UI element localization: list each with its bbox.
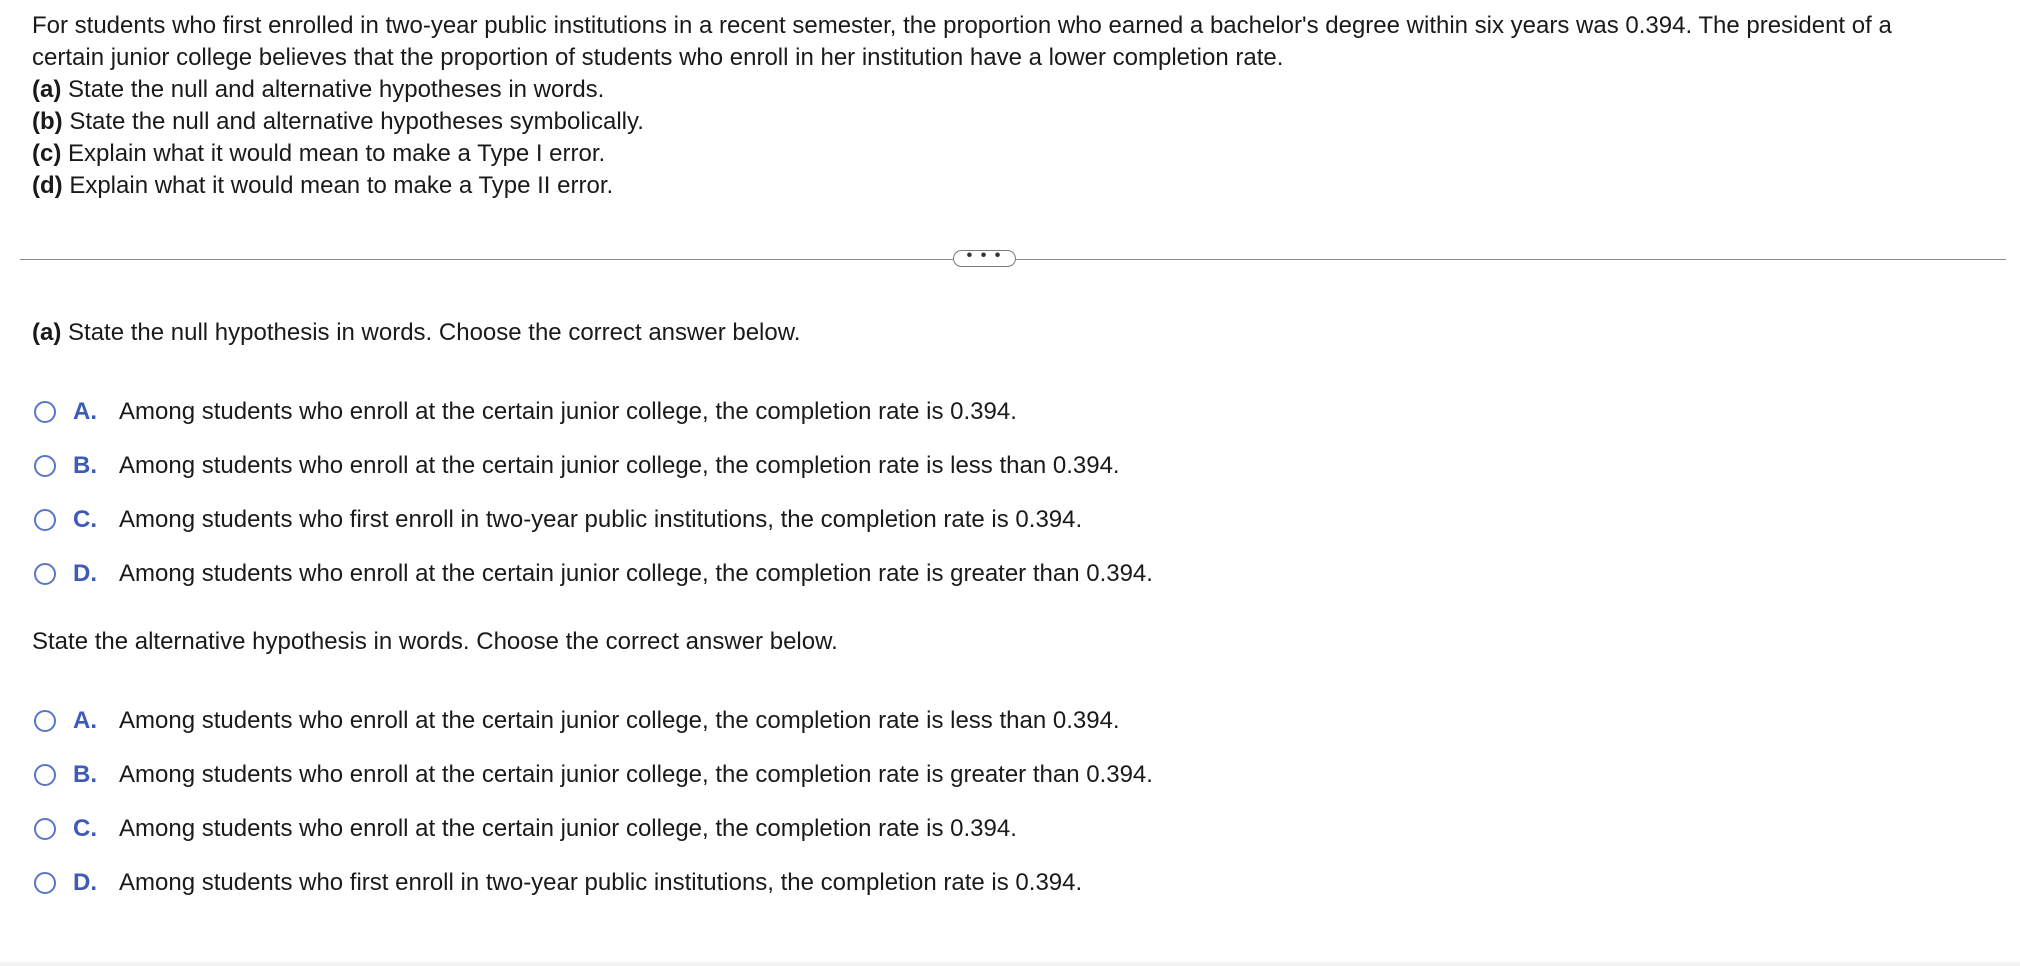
problem-statement xyxy=(32,10,1962,202)
option-text: Among students who enroll at the certain junior college, the completion rate is less than 0.394. xyxy=(119,707,1120,734)
problem-intro: For students who first enrolled in two-year public institutions in a recent semester, the proportion who earned a bachelor's degree within six years was 0.394. The president of a certain junior college believes that the proportion of students who enroll in her institution have a lower completion rate. xyxy=(32,12,1892,71)
expand-collapse-button[interactable] xyxy=(953,246,1016,267)
part-label: (a) xyxy=(32,76,62,103)
option-text: Among students who enroll at the certain junior college, the completion rate is 0.394. xyxy=(119,815,1017,842)
radio-button[interactable] xyxy=(34,509,56,531)
option-text: Among students who first enroll in two-year public institutions, the completion rate is 0.394. xyxy=(119,506,1083,533)
option-text: Among students who enroll at the certain junior college, the completion rate is 0.394. xyxy=(119,398,1017,425)
option-letter: C. xyxy=(73,815,97,842)
part-c xyxy=(32,138,1962,170)
radio-button[interactable] xyxy=(34,710,56,732)
part-text: Explain what it would mean to make a Type II error. xyxy=(69,172,614,199)
part-text: Explain what it would mean to make a Type I error. xyxy=(68,140,606,167)
null-option-b[interactable] xyxy=(34,439,1153,493)
part-text: State the null and alternative hypotheses symbolically. xyxy=(69,108,644,135)
alternative-hypothesis-options xyxy=(34,694,1153,910)
alt-option-d[interactable] xyxy=(34,856,1153,910)
question2-prompt xyxy=(32,626,838,658)
option-letter: A. xyxy=(73,398,97,425)
alt-option-b[interactable] xyxy=(34,748,1153,802)
option-text: Among students who enroll at the certain junior college, the completion rate is greater than 0.394. xyxy=(119,560,1153,587)
radio-button[interactable] xyxy=(34,764,56,786)
option-letter: B. xyxy=(73,761,97,788)
radio-button[interactable] xyxy=(34,455,56,477)
part-label: (b) xyxy=(32,108,63,135)
part-b xyxy=(32,106,1962,138)
option-letter: D. xyxy=(73,869,97,896)
null-hypothesis-options xyxy=(34,385,1153,601)
alt-option-a[interactable] xyxy=(34,694,1153,748)
part-a xyxy=(32,74,1962,106)
radio-button[interactable] xyxy=(34,563,56,585)
part-text: State the null and alternative hypotheses in words. xyxy=(68,76,605,103)
option-letter: C. xyxy=(73,506,97,533)
ellipsis-icon: • • • xyxy=(966,246,1003,264)
null-option-a[interactable] xyxy=(34,385,1153,439)
radio-button[interactable] xyxy=(34,818,56,840)
option-letter: D. xyxy=(73,560,97,587)
part-d xyxy=(32,170,1962,202)
option-letter: B. xyxy=(73,452,97,479)
alt-option-c[interactable] xyxy=(34,802,1153,856)
question1-prompt xyxy=(32,317,800,349)
option-letter: A. xyxy=(73,707,97,734)
option-text: Among students who enroll at the certain junior college, the completion rate is greater than 0.394. xyxy=(119,761,1153,788)
radio-button[interactable] xyxy=(34,401,56,423)
question1-label: (a) xyxy=(32,319,62,346)
option-text: Among students who first enroll in two-year public institutions, the completion rate is 0.394. xyxy=(119,869,1083,896)
part-label: (d) xyxy=(32,172,63,199)
null-option-d[interactable] xyxy=(34,547,1153,601)
null-option-c[interactable] xyxy=(34,493,1153,547)
radio-button[interactable] xyxy=(34,872,56,894)
option-text: Among students who enroll at the certain junior college, the completion rate is less than 0.394. xyxy=(119,452,1120,479)
bottom-scroll-edge xyxy=(0,962,2020,966)
part-label: (c) xyxy=(32,140,62,167)
question2-text: State the alternative hypothesis in words. Choose the correct answer below. xyxy=(32,628,838,655)
question1-text: State the null hypothesis in words. Choose the correct answer below. xyxy=(68,319,801,346)
